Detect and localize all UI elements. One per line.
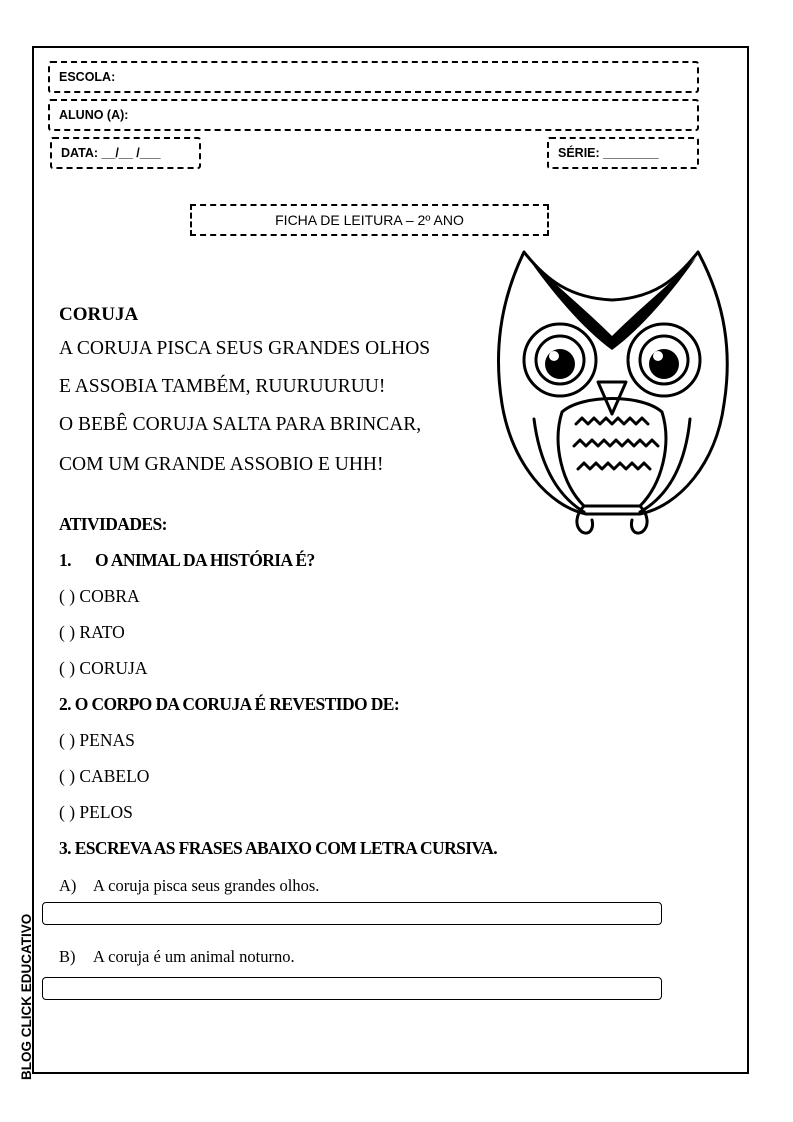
activities-heading: ATIVIDADES:: [59, 514, 167, 534]
q3-answer-line-a[interactable]: [42, 902, 662, 925]
q3-answer-line-b[interactable]: [42, 977, 662, 1000]
student-field[interactable]: [48, 99, 699, 131]
school-label: ESCOLA:: [59, 70, 116, 84]
q3-item-b: [59, 947, 295, 967]
grade-label: SÉRIE: ________: [558, 146, 659, 160]
student-label: ALUNO (A):: [59, 108, 129, 122]
poem-line: COM UM GRANDE ASSOBIO E UHH!: [59, 454, 384, 475]
text-title: CORUJA: [59, 304, 139, 325]
poem-line: E ASSOBIA TAMBÉM, RUURUURUU!: [59, 376, 386, 397]
q3-item-b-text: A coruja é um animal noturno.: [93, 947, 295, 966]
date-field[interactable]: [50, 137, 201, 169]
date-label: DATA: __/__ /___: [61, 146, 161, 160]
poem-line: O BEBÊ CORUJA SALTA PARA BRINCAR,: [59, 414, 422, 435]
question-3: 3. ESCREVA AS FRASES ABAIXO COM LETRA CURSIVA.: [59, 838, 498, 858]
q1-option-coruja[interactable]: ( ) CORUJA: [59, 658, 148, 678]
q2-option-pelos[interactable]: ( ) PELOS: [59, 802, 133, 822]
q3-item-a-text: A coruja pisca seus grandes olhos.: [93, 876, 320, 895]
question-2: 2. O CORPO DA CORUJA É REVESTIDO DE:: [59, 694, 400, 714]
q2-option-penas[interactable]: ( ) PENAS: [59, 730, 135, 750]
question-1-text: O ANIMAL DA HISTÓRIA É?: [95, 550, 315, 570]
q1-option-cobra[interactable]: ( ) COBRA: [59, 586, 140, 606]
worksheet-subtitle: FICHA DE LEITURA – 2º ANO: [190, 204, 549, 236]
q3-item-a-label: A): [59, 876, 77, 895]
question-1-number: 1.: [59, 550, 71, 570]
owl-illustration: [494, 244, 730, 544]
question-1: [59, 550, 315, 571]
poem-line: A CORUJA PISCA SEUS GRANDES OLHOS: [59, 338, 431, 359]
q1-option-rato[interactable]: ( ) RATO: [59, 622, 125, 642]
q3-item-a: [59, 876, 319, 896]
grade-field[interactable]: [547, 137, 699, 169]
school-field[interactable]: [48, 61, 699, 93]
side-credit: BLOG CLICK EDUCATIVO: [19, 913, 34, 1080]
q2-option-cabelo[interactable]: ( ) CABELO: [59, 766, 150, 786]
q3-item-b-label: B): [59, 947, 76, 966]
